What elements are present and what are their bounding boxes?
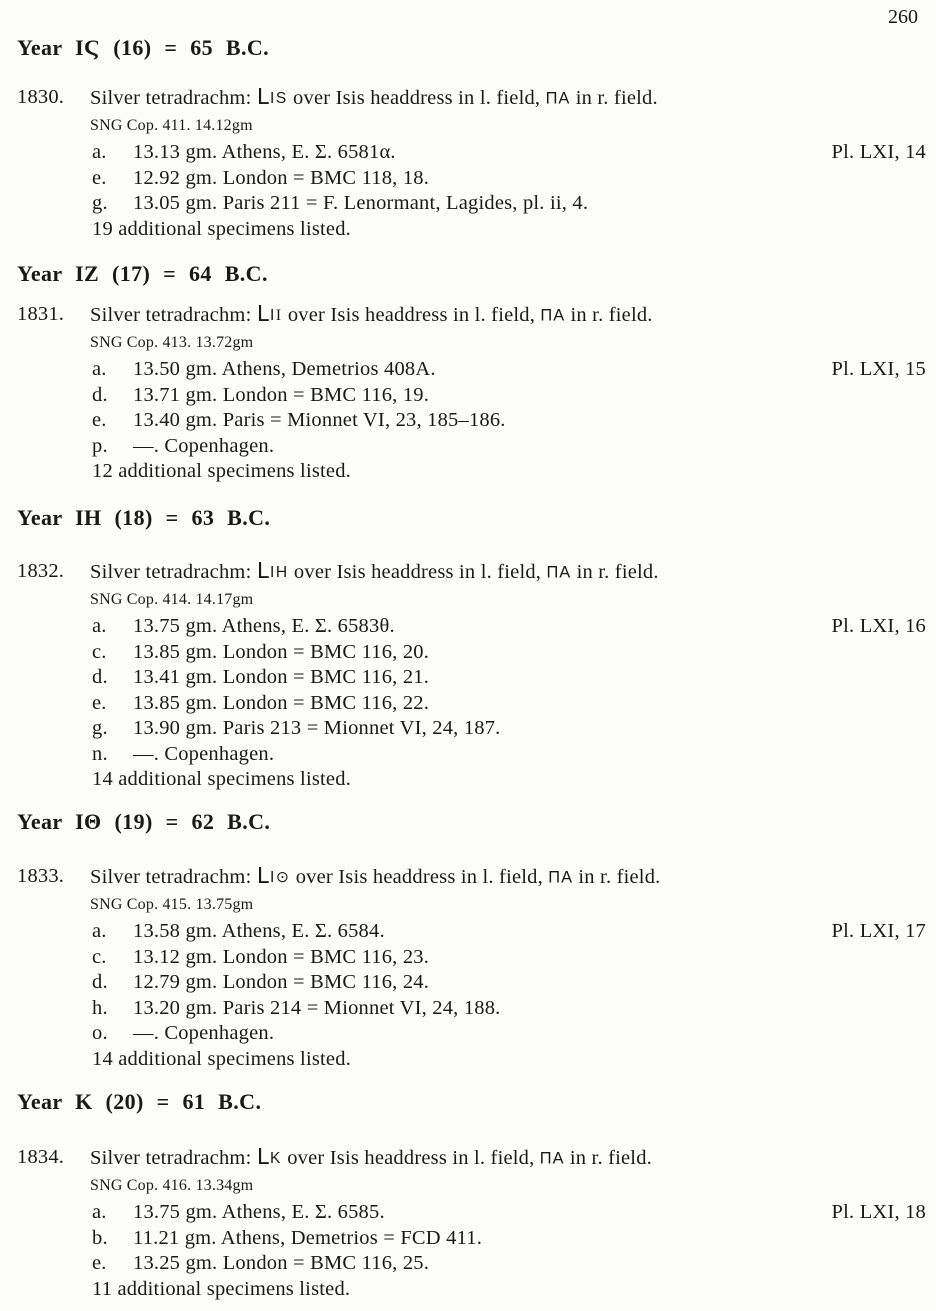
entry-number: 1833. <box>17 865 65 887</box>
year-section-19 <box>17 808 926 1072</box>
specimen-letter: c. <box>92 640 107 663</box>
regnal-year-inscription <box>257 1146 282 1169</box>
specimen-text: —. Copenhagen. <box>133 1022 275 1045</box>
pa-monogram: ΠA <box>539 1149 565 1168</box>
specimen-text: 13.50 gm. Athens, Demetrios 408A. <box>133 358 436 381</box>
specimen-letter: n. <box>92 742 108 765</box>
specimen-row <box>92 1226 926 1252</box>
year-symbol: ᒪ <box>256 302 269 326</box>
specimen-text: 13.20 gm. Paris 214 = Mionnet VI, 24, 188. <box>133 996 501 1019</box>
specimen-letter: d. <box>92 666 108 689</box>
specimen-letter: b. <box>92 1226 108 1249</box>
specimen-letter: d. <box>92 383 108 406</box>
plate-reference: Pl. LXI, 15 <box>831 358 926 381</box>
year-section-17 <box>17 260 926 485</box>
year-symbol: ᒪ <box>256 864 269 888</box>
year-heading: Year IH (18) = 63 B.C. <box>17 505 271 530</box>
specimen-letter: a. <box>92 141 107 164</box>
specimen-letter: e. <box>92 166 107 189</box>
inscription-letters-archaic: I <box>275 307 283 325</box>
description-prefix: Silver tetradrachm: <box>90 866 252 888</box>
catalog-reference: SNG Cop. 414. 14.17gm <box>90 591 254 609</box>
inscription-letters: IH <box>270 564 289 582</box>
entry-description <box>90 84 926 112</box>
inscription-letters: I <box>270 307 276 325</box>
specimen-letter: d. <box>92 971 108 994</box>
additional-specimens-note: 14 additional specimens listed. <box>92 1047 351 1070</box>
page-number: 260 <box>888 6 918 28</box>
regnal-year-inscription <box>257 303 283 326</box>
specimen-row <box>92 970 926 996</box>
regnal-year-inscription <box>257 865 291 888</box>
description-suffix: in r. field. <box>578 866 661 888</box>
specimen-letter: a. <box>92 358 107 381</box>
description-prefix: Silver tetradrachm: <box>90 1147 252 1169</box>
specimen-row <box>92 140 926 166</box>
description-prefix: Silver tetradrachm: <box>90 304 252 326</box>
inscription-letters: IS <box>270 90 288 108</box>
regnal-year-inscription <box>257 560 289 583</box>
specimen-letter: p. <box>92 434 108 457</box>
description-middle: over Isis headdress in l. field, <box>293 561 542 583</box>
specimen-row <box>92 996 926 1022</box>
specimen-letter: c. <box>92 945 107 968</box>
entry-number: 1831. <box>17 303 65 325</box>
entry-description <box>90 863 926 891</box>
specimen-text: 13.12 gm. London = BMC 116, 23. <box>133 945 430 968</box>
pa-monogram: ΠA <box>540 306 566 325</box>
catalog-reference: SNG Cop. 416. 13.34gm <box>90 1177 254 1195</box>
specimen-row <box>92 919 926 945</box>
specimen-text: 13.75 gm. Athens, E. Σ. 6583θ. <box>133 615 395 638</box>
specimen-letter: a. <box>92 920 107 943</box>
additional-specimens-note: 14 additional specimens listed. <box>92 768 351 791</box>
specimen-text: 13.85 gm. London = BMC 116, 22. <box>133 691 430 714</box>
specimen-text: 11.21 gm. Athens, Demetrios = FCD 411. <box>133 1226 483 1249</box>
specimen-text: 13.58 gm. Athens, E. Σ. 6584. <box>133 920 385 943</box>
specimen-text: 13.85 gm. London = BMC 116, 20. <box>133 640 430 663</box>
specimen-text: —. Copenhagen. <box>133 434 275 457</box>
specimen-text: 12.92 gm. London = BMC 118, 18. <box>133 166 430 189</box>
catalog-reference: SNG Cop. 411. 14.12gm <box>90 117 253 135</box>
entry-number: 1830. <box>17 86 65 108</box>
catalog-reference: SNG Cop. 415. 13.75gm <box>90 896 254 914</box>
specimen-row <box>92 1021 926 1047</box>
year-heading: Year K (20) = 61 B.C. <box>17 1089 262 1114</box>
specimen-letter: o. <box>92 1022 108 1045</box>
specimen-row <box>92 665 926 691</box>
specimen-row <box>92 742 926 768</box>
specimen-text: 13.71 gm. London = BMC 116, 19. <box>133 383 430 406</box>
entry-main-line <box>17 558 926 586</box>
year-heading: Year IZ (17) = 64 B.C. <box>17 261 268 286</box>
specimen-row <box>92 357 926 383</box>
specimen-row <box>92 408 926 434</box>
year-symbol: ᒪ <box>256 559 269 583</box>
year-section-16 <box>17 34 926 242</box>
specimen-row <box>92 614 926 640</box>
entry-main-line <box>17 863 926 891</box>
specimen-row <box>92 640 926 666</box>
specimen-row <box>92 166 926 192</box>
year-symbol: ᒪ <box>256 1145 269 1169</box>
specimen-text: 13.90 gm. Paris 213 = Mionnet VI, 24, 187. <box>133 717 501 740</box>
plate-reference: Pl. LXI, 18 <box>831 1201 926 1224</box>
entry-description <box>90 301 926 329</box>
description-middle: over Isis headdress in l. field, <box>295 866 543 888</box>
additional-specimens-note: 11 additional specimens listed. <box>92 1277 351 1300</box>
entry-description <box>90 1144 926 1172</box>
plate-reference: Pl. LXI, 16 <box>831 615 926 638</box>
specimen-letter: g. <box>92 192 108 215</box>
catalog-reference: SNG Cop. 413. 13.72gm <box>90 334 254 352</box>
specimen-text: 13.13 gm. Athens, E. Σ. 6581α. <box>133 141 396 164</box>
description-middle: over Isis headdress in l. field, <box>287 1147 535 1169</box>
description-suffix: in r. field. <box>575 87 658 109</box>
specimen-letter: e. <box>92 691 107 714</box>
specimen-text: 13.25 gm. London = BMC 116, 25. <box>133 1252 430 1275</box>
plate-reference: Pl. LXI, 14 <box>831 141 926 164</box>
specimen-text: 13.05 gm. Paris 211 = F. Lenormant, Lagides, pl. ii, 4. <box>133 192 589 215</box>
specimen-letter: g. <box>92 717 108 740</box>
pa-monogram: ΠA <box>546 563 572 582</box>
description-suffix: in r. field. <box>569 1147 652 1169</box>
specimen-row <box>92 1251 926 1277</box>
catalog-entry-1833 <box>17 863 926 1072</box>
specimen-row <box>92 716 926 742</box>
year-section-18 <box>17 504 926 793</box>
catalog-entry-1834 <box>17 1144 926 1302</box>
specimen-row <box>92 945 926 971</box>
additional-specimens-note: 12 additional specimens listed. <box>92 460 351 483</box>
specimen-row <box>92 434 926 460</box>
specimen-text: 13.75 gm. Athens, E. Σ. 6585. <box>133 1201 385 1224</box>
entry-number: 1834. <box>17 1146 65 1168</box>
specimen-text: 12.79 gm. London = BMC 116, 24. <box>133 971 430 994</box>
specimen-letter: e. <box>92 409 107 432</box>
specimen-letter: a. <box>92 1201 107 1224</box>
specimen-text: 13.40 gm. Paris = Mionnet VI, 23, 185–186. <box>133 409 506 432</box>
description-middle: over Isis headdress in l. field, <box>287 304 536 326</box>
regnal-year-inscription <box>257 86 288 109</box>
additional-specimens-note: 19 additional specimens listed. <box>92 217 351 240</box>
specimen-letter: a. <box>92 615 107 638</box>
catalog-entry-1832 <box>17 558 926 793</box>
specimen-row <box>92 1200 926 1226</box>
description-prefix: Silver tetradrachm: <box>90 561 252 583</box>
specimen-row <box>92 691 926 717</box>
entry-description <box>90 558 926 586</box>
description-suffix: in r. field. <box>576 561 659 583</box>
specimen-text: —. Copenhagen. <box>133 742 275 765</box>
description-prefix: Silver tetradrachm: <box>90 87 252 109</box>
specimen-text: 13.41 gm. London = BMC 116, 21. <box>133 666 430 689</box>
entry-number: 1832. <box>17 560 65 582</box>
specimen-letter: h. <box>92 996 108 1019</box>
specimen-row <box>92 383 926 409</box>
catalog-entry-1830 <box>17 84 926 242</box>
plate-reference: Pl. LXI, 17 <box>831 920 926 943</box>
specimen-letter: e. <box>92 1252 107 1275</box>
year-section-20 <box>17 1088 926 1302</box>
entry-main-line <box>17 301 926 329</box>
specimen-row <box>92 191 926 217</box>
catalog-entry-1831 <box>17 301 926 485</box>
entry-main-line <box>17 84 926 112</box>
year-heading: Year IϚ (16) = 65 B.C. <box>17 35 270 60</box>
inscription-letters: K <box>270 1150 282 1168</box>
entry-main-line <box>17 1144 926 1172</box>
inscription-letters: I⊙ <box>270 869 291 887</box>
pa-monogram: ΠA <box>548 868 574 887</box>
year-heading: Year IΘ (19) = 62 B.C. <box>17 809 271 834</box>
description-middle: over Isis headdress in l. field, <box>293 87 541 109</box>
pa-monogram: ΠA <box>545 89 571 108</box>
year-symbol: ᒪ <box>256 85 269 109</box>
description-suffix: in r. field. <box>570 304 653 326</box>
